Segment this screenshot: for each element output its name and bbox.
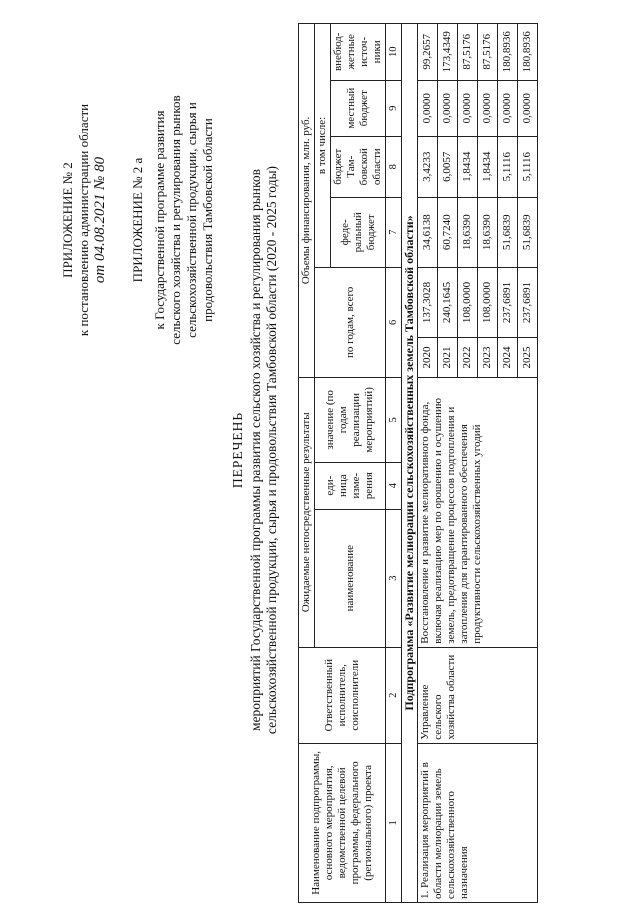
total-cell: 137,3028 bbox=[418, 267, 438, 337]
column-number: 1 bbox=[386, 743, 402, 902]
document-title-block bbox=[230, 55, 280, 845]
regional-cell: 1,8434 bbox=[458, 136, 478, 197]
total-cell: 108,0000 bbox=[478, 267, 498, 337]
total-cell: 237,6891 bbox=[498, 267, 518, 337]
header-program-name: Наименование подпрограммы, основного мероприятия, ведомственной целевой программы, федерального (регионального) проекта bbox=[299, 743, 386, 902]
regional-cell: 3,4233 bbox=[418, 136, 438, 197]
column-number: 10 bbox=[386, 24, 402, 81]
appendix-2a-line: сельскохозяйственной продукции, сырья и bbox=[184, 102, 199, 338]
column-number: 8 bbox=[386, 136, 402, 197]
measure-executor: Управление сельского хозяйства области bbox=[418, 647, 538, 743]
year-cell: 2024 bbox=[498, 338, 518, 378]
federal-cell: 18,6390 bbox=[478, 197, 498, 267]
column-number: 4 bbox=[386, 462, 402, 509]
appendix-2a-title: ПРИЛОЖЕНИЕ № 2 а bbox=[130, 157, 145, 283]
extrabudget-cell: 180,8936 bbox=[498, 24, 518, 81]
column-number: 9 bbox=[386, 80, 402, 136]
document-title: ПЕРЕЧЕНЬ bbox=[230, 411, 245, 489]
column-number: 3 bbox=[386, 509, 402, 647]
activities-table bbox=[298, 23, 538, 903]
local-cell: 0,0000 bbox=[438, 80, 458, 136]
regional-cell: 6,0057 bbox=[438, 136, 458, 197]
measure-name-cell bbox=[418, 743, 538, 902]
regional-cell: 1,8434 bbox=[478, 136, 498, 197]
year-cell: 2021 bbox=[438, 338, 458, 378]
measure-number: 1. bbox=[419, 890, 431, 899]
federal-cell: 51,6839 bbox=[498, 197, 518, 267]
regional-cell: 5,1116 bbox=[518, 136, 538, 197]
local-cell: 0,0000 bbox=[498, 80, 518, 136]
year-cell: 2022 bbox=[458, 338, 478, 378]
local-cell: 0,0000 bbox=[418, 80, 438, 136]
header-expected-results: Ожидаемые непосредственные результаты bbox=[299, 377, 315, 647]
appendix-2a-line: сельского хозяйства и регулирования рынков bbox=[168, 95, 183, 345]
header-extrabudget: внебюд-жетные источ-ники bbox=[331, 24, 386, 81]
header-funding: Объемы финансирования, млн. руб. bbox=[299, 24, 315, 378]
local-cell: 0,0000 bbox=[458, 80, 478, 136]
local-cell: 0,0000 bbox=[478, 80, 498, 136]
column-number: 7 bbox=[386, 197, 402, 267]
federal-cell: 60,7240 bbox=[438, 197, 458, 267]
local-cell: 0,0000 bbox=[518, 80, 538, 136]
appendix-header bbox=[60, 5, 108, 435]
header-value: значение (по годам реализации мероприятий) bbox=[315, 377, 386, 462]
federal-cell: 34,6138 bbox=[418, 197, 438, 267]
header-by-years: по годам, всего bbox=[315, 267, 386, 377]
federal-cell: 51,6839 bbox=[518, 197, 538, 267]
appendix-2a-header bbox=[130, 5, 216, 435]
header-regional: бюджет Там-бовской области bbox=[331, 136, 386, 197]
column-number: 5 bbox=[386, 377, 402, 462]
document-subtitle: сельскохозяйственной продукции, сырья и продовольствия Тамбовской области (2020 - 2025 годы) bbox=[264, 165, 279, 735]
document-subtitle: мероприятий Государственной программы развития сельского хозяйства и регулирования рынков bbox=[248, 168, 263, 732]
appendix-title: ПРИЛОЖЕНИЕ № 2 bbox=[60, 162, 75, 278]
year-cell: 2023 bbox=[478, 338, 498, 378]
measure-result: Восстановление и развитие мелиоративного фонда, включая реализацию мер по орошению и осушению земель, предотвращение процессов подтопления и затопления для гарантированного обеспечения продуктивности сельскохозяйственных угодий bbox=[418, 377, 538, 647]
appendix-decree: к постановлению администрации области bbox=[76, 103, 91, 337]
header-unit: еди-ница изме-рения bbox=[315, 462, 386, 509]
year-cell: 2020 bbox=[418, 338, 438, 378]
header-including: в том числе: bbox=[315, 24, 331, 268]
regional-cell: 5,1116 bbox=[498, 136, 518, 197]
year-cell: 2025 bbox=[518, 338, 538, 378]
header-local: местный бюджет bbox=[331, 80, 386, 136]
subprogram-title: Подпрограмма «Развитие мелиорации сельскохозяйственных земель Тамбовской области» bbox=[402, 24, 418, 903]
column-number: 6 bbox=[386, 267, 402, 377]
extrabudget-cell: 180,8936 bbox=[518, 24, 538, 81]
header-executor: Ответственный исполнитель, соисполнители bbox=[299, 647, 386, 743]
header-result-name: наименование bbox=[315, 509, 386, 647]
extrabudget-cell: 87,5176 bbox=[458, 24, 478, 81]
appendix-2a-line: к Государственной программе развития bbox=[152, 110, 167, 330]
total-cell: 237,6891 bbox=[518, 267, 538, 337]
measure-name: Реализация мероприятий в области мелиорации земель сельскохозяйственного назначения bbox=[419, 762, 470, 899]
header-federal: феде-ральный бюджет bbox=[331, 197, 386, 267]
appendix-2a-line: продовольствия Тамбовской области bbox=[200, 118, 215, 322]
column-number: 2 bbox=[386, 647, 402, 743]
extrabudget-cell: 173,4349 bbox=[438, 24, 458, 81]
federal-cell: 18,6390 bbox=[458, 197, 478, 267]
total-cell: 240,1645 bbox=[438, 267, 458, 337]
extrabudget-cell: 87,5176 bbox=[478, 24, 498, 81]
appendix-date-number: от 04.08.2021 № 80 bbox=[92, 156, 108, 284]
extrabudget-cell: 99,2657 bbox=[418, 24, 438, 81]
total-cell: 108,0000 bbox=[458, 267, 478, 337]
